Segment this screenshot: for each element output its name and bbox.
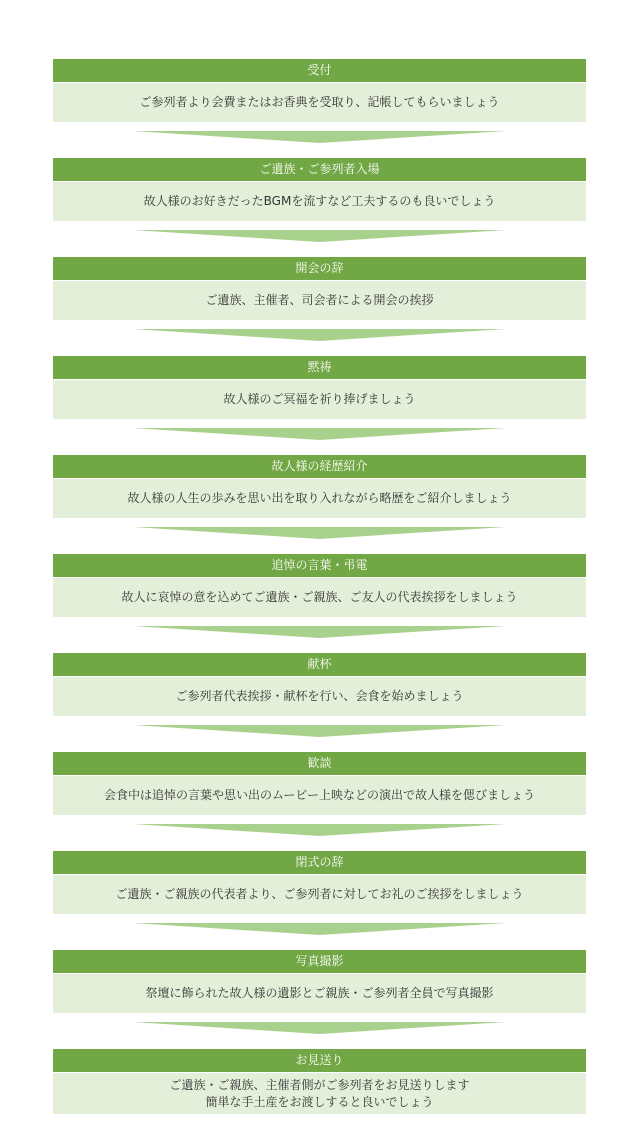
step-silent-prayer <box>53 356 586 419</box>
step-opening-address <box>53 257 586 320</box>
step-description-line: 故人様の人生の歩みを思い出を取り入れながら略歴をご紹介しましょう <box>127 491 512 505</box>
step-title: 閉式の辞 <box>53 851 586 874</box>
step-send-off <box>53 1049 586 1114</box>
step-description <box>53 182 586 221</box>
step-title: お見送り <box>53 1049 586 1072</box>
step-reception <box>53 59 586 122</box>
step-description <box>53 380 586 419</box>
flow-connector <box>53 914 586 950</box>
step-description <box>53 974 586 1013</box>
flowchart <box>53 59 586 1114</box>
step-title: 献杯 <box>53 653 586 676</box>
step-memorial-speech <box>53 554 586 617</box>
step-entrance <box>53 158 586 221</box>
step-title: 追悼の言葉・弔電 <box>53 554 586 577</box>
flow-connector <box>53 815 586 851</box>
step-description-line: ご参列者より会費またはお香典を受取り、記帳してもらいましょう <box>139 95 500 109</box>
down-arrow-icon <box>133 329 506 341</box>
step-title: 受付 <box>53 59 586 82</box>
step-description <box>53 677 586 716</box>
down-arrow-icon <box>133 725 506 737</box>
step-toast <box>53 653 586 716</box>
step-description-line: 故人様のご冥福を祈り捧げましょう <box>223 392 416 406</box>
down-arrow-icon <box>133 626 506 638</box>
step-title: 黙祷 <box>53 356 586 379</box>
flow-connector <box>53 617 586 653</box>
step-description-line: ご参列者代表挨拶・献杯を行い、会食を始めましょう <box>175 689 464 703</box>
step-closing-address <box>53 851 586 914</box>
flow-connector <box>53 419 586 455</box>
flow-connector <box>53 122 586 158</box>
flow-connector <box>53 518 586 554</box>
step-description-line: 故人様のお好きだったBGMを流すなど工夫するのも良いでしょう <box>143 194 496 208</box>
down-arrow-icon <box>133 131 506 143</box>
down-arrow-icon <box>133 1022 506 1034</box>
step-description-line: ご遺族、主催者、司会者による開会の挨拶 <box>205 293 434 307</box>
down-arrow-icon <box>133 428 506 440</box>
step-title: 歓談 <box>53 752 586 775</box>
step-description-line: ご遺族・ご親族、主催者側がご参列者をお見送りします <box>169 1077 470 1092</box>
down-arrow-icon <box>133 824 506 836</box>
step-description <box>53 479 586 518</box>
down-arrow-icon <box>133 923 506 935</box>
step-description-line: 簡単な手土産をお渡しすると良いでしょう <box>205 1094 434 1109</box>
step-description <box>53 83 586 122</box>
step-title: 写真撮影 <box>53 950 586 973</box>
step-biography <box>53 455 586 518</box>
step-description <box>53 281 586 320</box>
flow-connector <box>53 1013 586 1049</box>
step-description <box>53 578 586 617</box>
step-description <box>53 1073 586 1114</box>
step-conversation <box>53 752 586 815</box>
flow-connector <box>53 716 586 752</box>
flow-connector <box>53 221 586 257</box>
step-description-line: 祭壇に飾られた故人様の遺影とご親族・ご参列者全員で写真撮影 <box>145 986 494 1000</box>
step-description <box>53 776 586 815</box>
step-title: 開会の辞 <box>53 257 586 280</box>
step-description <box>53 875 586 914</box>
step-description-line: 会食中は追悼の言葉や思い出のムービー上映などの演出で故人様を偲びましょう <box>104 788 535 802</box>
step-title: 故人様の経歴紹介 <box>53 455 586 478</box>
down-arrow-icon <box>133 230 506 242</box>
step-description-line: 故人に哀悼の意を込めてご遺族・ご親族、ご友人の代表挨拶をしましょう <box>121 590 518 604</box>
flow-connector <box>53 320 586 356</box>
step-description-line: ご遺族・ご親族の代表者より、ご参列者に対してお礼のご挨拶をしましょう <box>115 887 524 901</box>
step-photo <box>53 950 586 1013</box>
down-arrow-icon <box>133 527 506 539</box>
step-title: ご遺族・ご参列者入場 <box>53 158 586 181</box>
